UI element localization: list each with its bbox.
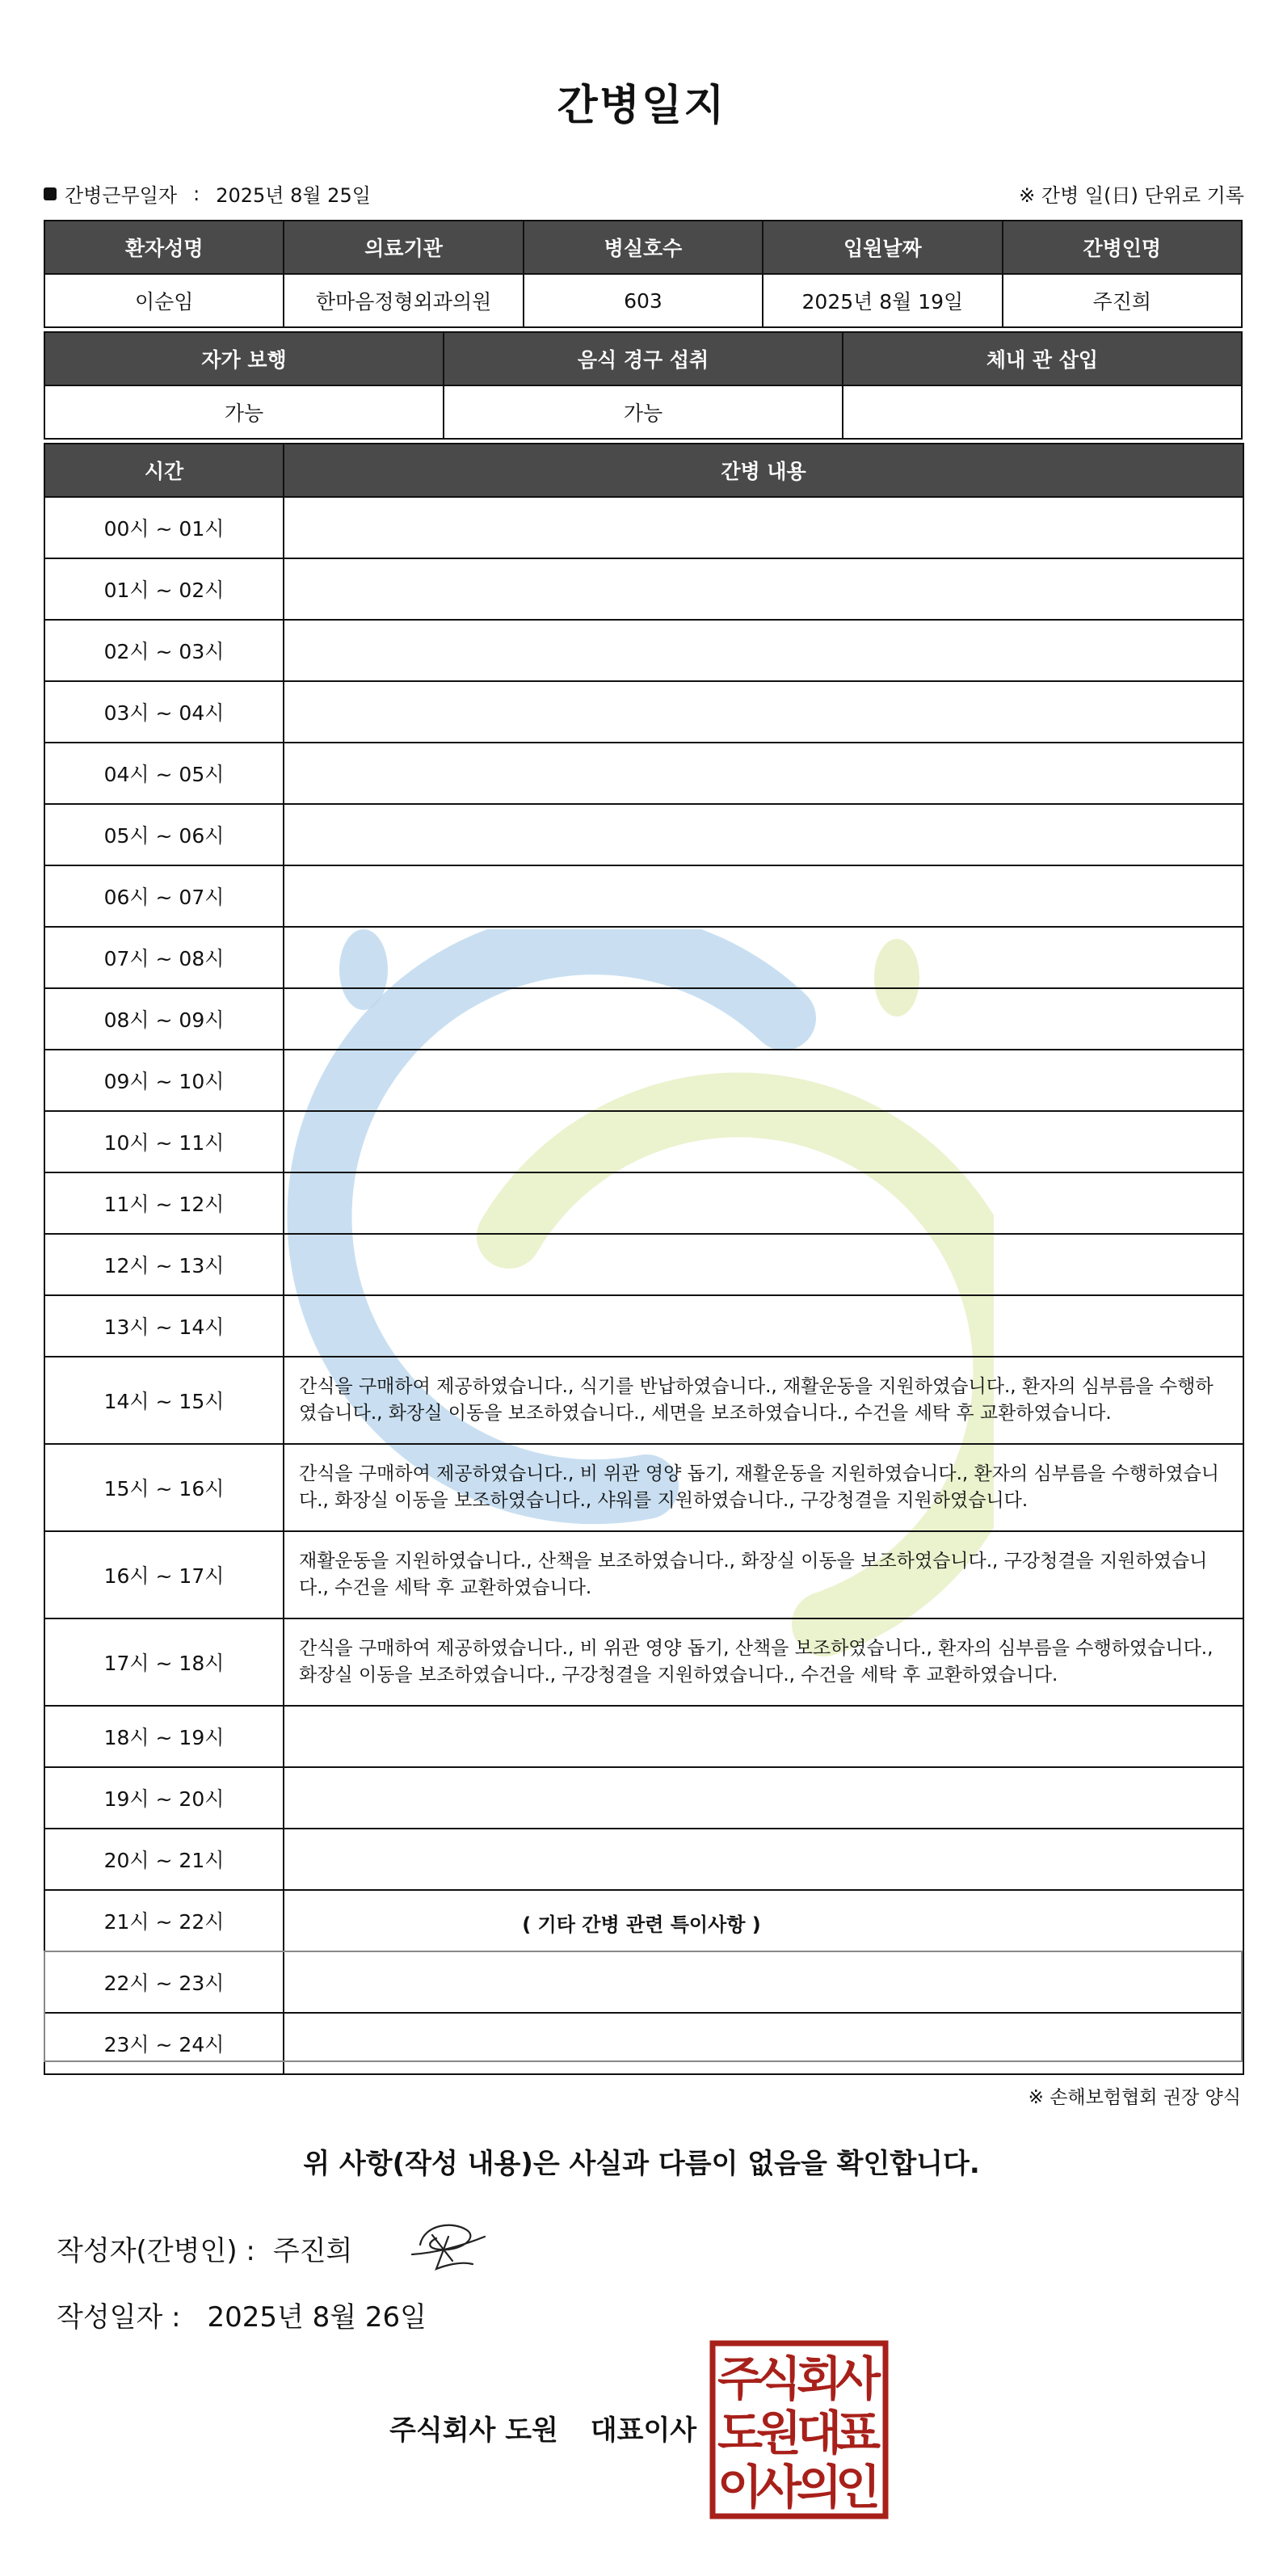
header-admission-date: 입원날짜 — [763, 221, 1002, 274]
content-cell — [284, 558, 1243, 620]
table-row — [44, 1618, 1243, 1706]
content-cell — [284, 1172, 1243, 1234]
content-cell: 재활운동을 지원하였습니다., 산책을 보조하였습니다., 화장실 이동을 보조하였습니다., 구강청결을 지원하였습니다., 수건을 세탁 후 교환하였습니다. — [284, 1531, 1243, 1618]
header-time: 시간 — [44, 444, 284, 497]
written-date-label: 작성일자 : — [57, 2301, 181, 2334]
work-date-value: 2025년 8월 25일 — [216, 184, 371, 207]
table-row — [44, 1234, 1243, 1295]
time-cell: 17시 ~ 18시 — [44, 1618, 284, 1706]
time-cell: 20시 ~ 21시 — [44, 1829, 284, 1890]
time-cell: 16시 ~ 17시 — [44, 1531, 284, 1618]
time-cell: 04시 ~ 05시 — [44, 743, 284, 804]
notes-box — [44, 1951, 1243, 2062]
patient-name: 이순임 — [44, 274, 284, 327]
written-date-line — [57, 2295, 427, 2334]
content-cell — [284, 681, 1243, 743]
svg-text:인: 인 — [835, 2460, 881, 2515]
time-cell: 13시 ~ 14시 — [44, 1295, 284, 1357]
header-room: 병실호수 — [524, 221, 763, 274]
svg-text:회: 회 — [796, 2351, 843, 2406]
content-cell: 간식을 구매하여 제공하였습니다., 비 위관 영양 돕기, 산책을 보조하였습니다., 환자의 심부름을 수행하였습니다., 화장실 이동을 보조하였습니다., 구강청결을 지원하였습니다., 수건을 세탁 후 교환하였습니다. — [284, 1618, 1243, 1706]
content-cell — [284, 743, 1243, 804]
content-cell: 간식을 구매하여 제공하였습니다., 비 위관 영양 돕기, 재활운동을 지원하였습니다., 환자의 심부름을 수행하였습니다., 화장실 이동을 보조하였습니다., 샤워를 지원하였습니다., 구강청결을 지원하였습니다. — [284, 1444, 1243, 1531]
table-row — [44, 1767, 1243, 1829]
content-cell — [284, 927, 1243, 988]
content-cell — [284, 1295, 1243, 1357]
time-cell: 19시 ~ 20시 — [44, 1767, 284, 1829]
table-row — [44, 681, 1243, 743]
content-cell — [284, 1829, 1243, 1890]
care-log-table — [44, 443, 1244, 2075]
time-cell: 14시 ~ 15시 — [44, 1357, 284, 1444]
company-name: 주식회사 도원 — [389, 2414, 558, 2447]
caregiver-name: 주진희 — [1003, 274, 1242, 327]
admission-date: 2025년 8월 19일 — [763, 274, 1002, 327]
company-line — [389, 2408, 696, 2448]
table-row — [44, 1706, 1243, 1767]
time-cell: 18시 ~ 19시 — [44, 1706, 284, 1767]
work-date — [44, 179, 371, 208]
confirmation-statement: 위 사항(작성 내용)은 사실과 다름이 없음을 확인합니다. — [303, 2148, 980, 2180]
patient-info-table — [44, 220, 1243, 328]
written-date-value: 2025년 8월 26일 — [207, 2301, 427, 2334]
table-header-row — [44, 332, 1242, 385]
document-title: 간병일지 — [557, 82, 726, 130]
table-row — [44, 1531, 1243, 1618]
table-row — [44, 804, 1243, 865]
table-row — [44, 988, 1243, 1050]
content-cell — [284, 865, 1243, 927]
writer-label: 작성자(간병인) : — [57, 2235, 255, 2267]
time-cell: 22시 ~ 23시 — [44, 1951, 284, 2013]
header-patient-name: 환자성명 — [44, 221, 284, 274]
table-row — [44, 1111, 1243, 1172]
time-cell: 05시 ~ 06시 — [44, 804, 284, 865]
square-bullet-icon — [44, 187, 57, 200]
time-cell: 12시 ~ 13시 — [44, 1234, 284, 1295]
table-row — [44, 1444, 1243, 1531]
time-cell: 07시 ~ 08시 — [44, 927, 284, 988]
table-row — [44, 1295, 1243, 1357]
recommendation-note: ※ 손해보험협회 권장 양식 — [1028, 2087, 1241, 2108]
table-header-row — [44, 221, 1242, 274]
svg-text:주: 주 — [717, 2351, 763, 2406]
company-title: 대표이사 — [590, 2414, 697, 2447]
content-cell: 간식을 구매하여 제공하였습니다., 식기를 반납하였습니다., 재활운동을 지원하였습니다., 환자의 심부름을 수행하였습니다., 화장실 이동을 보조하였습니다., 세면을 보조하였습니다., 수건을 세탁 후 교환하였습니다. — [284, 1357, 1243, 1444]
unit-note: ※ 간병 일(日) 단위로 기록 — [1019, 184, 1244, 207]
time-cell: 09시 ~ 10시 — [44, 1050, 284, 1111]
table-header-row — [44, 444, 1243, 497]
header-oral-intake: 음식 경구 섭취 — [444, 332, 843, 385]
content-cell — [284, 1050, 1243, 1111]
work-date-label: 간병근무일자 — [65, 184, 178, 207]
table-row — [44, 558, 1243, 620]
table-row — [44, 497, 1243, 558]
header-care-content: 간병 내용 — [284, 444, 1243, 497]
room-number: 603 — [524, 274, 763, 327]
meta-row — [44, 179, 1244, 207]
work-date-separator: : — [193, 182, 200, 205]
table-row — [44, 1172, 1243, 1234]
content-cell — [284, 804, 1243, 865]
svg-text:도: 도 — [717, 2406, 763, 2460]
patient-status-table — [44, 331, 1243, 440]
tube-insertion-value — [843, 385, 1242, 439]
header-hospital: 의료기관 — [284, 221, 523, 274]
table-row — [44, 743, 1243, 804]
time-cell: 11시 ~ 12시 — [44, 1172, 284, 1234]
svg-text:식: 식 — [755, 2351, 802, 2406]
table-row — [44, 865, 1243, 927]
content-cell — [284, 1706, 1243, 1767]
time-cell: 02시 ~ 03시 — [44, 620, 284, 681]
content-cell — [284, 988, 1243, 1050]
header-tube-insertion: 체내 관 삽입 — [843, 332, 1242, 385]
svg-text:원: 원 — [755, 2406, 802, 2460]
table-row — [44, 385, 1242, 439]
content-cell — [284, 620, 1243, 681]
svg-text:의: 의 — [796, 2460, 843, 2515]
header-self-walking: 자가 보행 — [44, 332, 444, 385]
table-row — [44, 1050, 1243, 1111]
table-row — [44, 620, 1243, 681]
svg-text:사: 사 — [835, 2351, 881, 2406]
content-cell — [284, 1111, 1243, 1172]
time-cell: 01시 ~ 02시 — [44, 558, 284, 620]
content-cell — [284, 1767, 1243, 1829]
notes-title: ( 기타 간병 관련 특이사항 ) — [522, 1913, 761, 1936]
time-cell: 06시 ~ 07시 — [44, 865, 284, 927]
table-row — [44, 1357, 1243, 1444]
time-cell: 03시 ~ 04시 — [44, 681, 284, 743]
company-seal-icon — [708, 2338, 890, 2521]
time-cell: 23시 ~ 24시 — [44, 2013, 284, 2074]
self-walking-value: 가능 — [44, 385, 444, 439]
time-cell: 15시 ~ 16시 — [44, 1444, 284, 1531]
svg-text:이: 이 — [717, 2460, 763, 2515]
svg-text:사: 사 — [755, 2460, 802, 2515]
content-cell — [284, 1234, 1243, 1295]
writer-name: 주진희 — [272, 2235, 353, 2267]
table-row — [44, 927, 1243, 988]
svg-text:대: 대 — [796, 2406, 843, 2460]
hospital-name: 한마음정형외과의원 — [284, 274, 523, 327]
table-row — [44, 1829, 1243, 1890]
time-cell: 21시 ~ 22시 — [44, 1890, 284, 1951]
time-cell: 10시 ~ 11시 — [44, 1111, 284, 1172]
signature-icon — [404, 2212, 493, 2277]
time-cell: 08시 ~ 09시 — [44, 988, 284, 1050]
content-cell — [284, 497, 1243, 558]
oral-intake-value: 가능 — [444, 385, 843, 439]
time-cell: 00시 ~ 01시 — [44, 497, 284, 558]
header-caregiver: 간병인명 — [1003, 221, 1242, 274]
svg-text:표: 표 — [835, 2406, 881, 2460]
table-row — [44, 274, 1242, 327]
writer-line — [57, 2229, 352, 2268]
